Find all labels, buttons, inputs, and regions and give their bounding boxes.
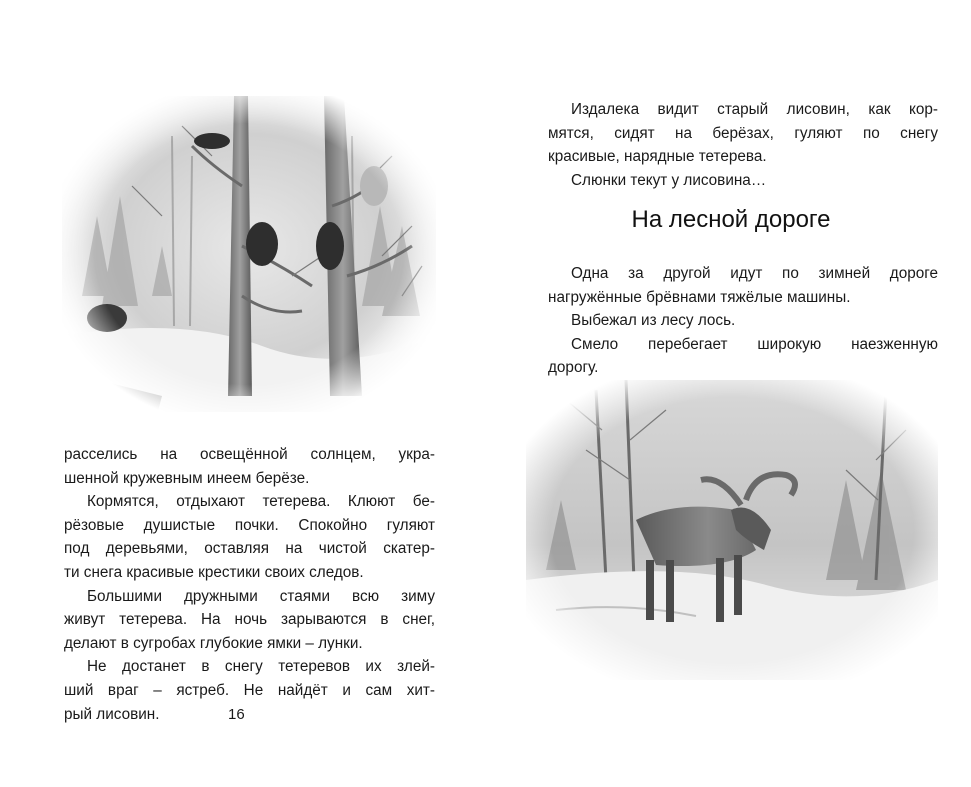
page-number: 16: [228, 706, 245, 723]
right-page-bottom-text: [548, 262, 938, 380]
text-line: Большими дружными стаями всю зиму: [87, 587, 435, 605]
text-line: рый лисовин.: [64, 705, 160, 723]
text-line: шенной кружевным инеем берёзе.: [64, 469, 310, 487]
right-page-top-text: [548, 98, 938, 192]
text-line: живут тетерева. На ночь зарываются в снег,: [64, 611, 435, 629]
text-line: ти снега красивые крестики своих следов.: [64, 563, 364, 581]
text-line: Кормятся, отдыхают тетерева. Клюют бе-: [87, 493, 435, 511]
text-line: рёзовые душистые почки. Спокойно гуляют: [64, 516, 435, 534]
text-line: Одна за другой идут по зимней дороге: [571, 265, 938, 282]
text-line: Слюнки текут у лисовина…: [571, 171, 767, 189]
text-line: Издалека видит старый лисовин, как кор-: [571, 101, 938, 118]
text-line: дорогу.: [548, 359, 599, 377]
right-page: [486, 0, 971, 787]
text-line: мятся, сидят на берёзах, гуляют по снегу: [548, 124, 938, 142]
moose-illustration: [526, 380, 938, 680]
text-line: делают в сугробах глубокие ямки – лунки.: [64, 634, 363, 652]
text-line: Выбежал из лесу лось.: [571, 312, 736, 330]
text-line: ший враг – ястреб. Не найдёт и сам хит-: [64, 681, 435, 699]
text-line: расселись на освещённой солнцем, укра-: [64, 446, 435, 463]
text-line: под деревьями, оставляя на чистой скатер-: [64, 540, 435, 558]
section-heading: На лесной дороге: [631, 206, 831, 233]
text-line: нагружённые брёвнами тяжёлые машины.: [548, 288, 851, 306]
text-line: Не достанет в снегу тетеревов их злей-: [87, 658, 435, 676]
text-line: Смело перебегает широкую наезженную: [571, 335, 938, 353]
left-page-text: [64, 443, 435, 726]
text-line: красивые, нарядные тетерева.: [548, 148, 767, 166]
left-page: [0, 0, 485, 787]
black-grouse-illustration: [62, 96, 436, 412]
